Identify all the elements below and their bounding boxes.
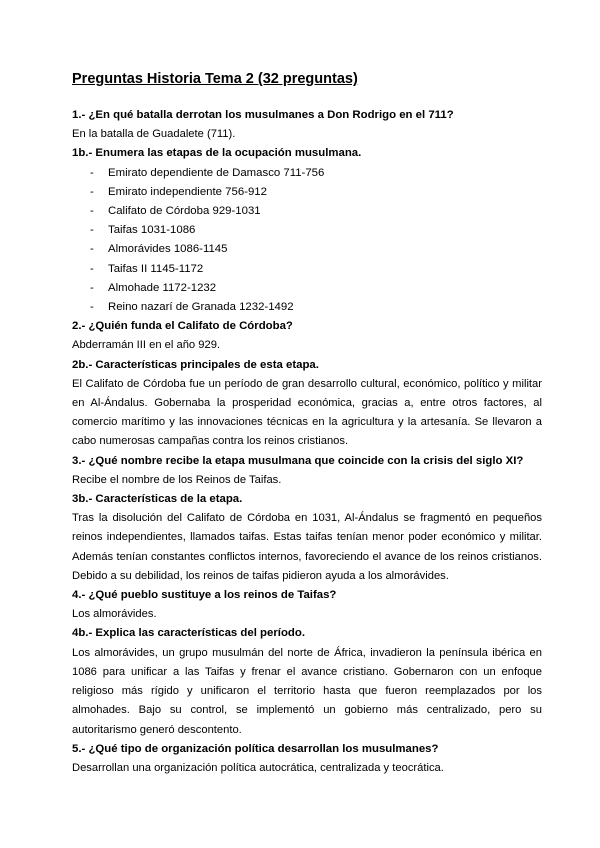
question-3b: 3b.- Características de la etapa. bbox=[72, 493, 243, 506]
dash-bullet: - bbox=[90, 224, 94, 237]
list-item-text: Almohade 1172-1232 bbox=[108, 281, 217, 294]
question-5: 5.- ¿Qué tipo de organización política desarrollan los musulmanes? bbox=[72, 742, 439, 755]
dash-bullet: - bbox=[90, 281, 94, 294]
document-body bbox=[72, 106, 542, 778]
question-2: 2.- ¿Quién funda el Califato de Córdoba? bbox=[72, 320, 293, 333]
list-item bbox=[72, 298, 542, 317]
question-2b: 2b.- Características principales de esta etapa. bbox=[72, 358, 319, 371]
list-item bbox=[72, 260, 542, 279]
answer-4b: Los almorávides, un grupo musulmán del norte de África, invadieron la península ibérica en 1086 para unificar a las Taifas y frenar el avance cristiano. Gobernaron con un enfoque religioso más rígido y unificaron el territorio hasta que fueron reemplazados por los almohades. Bajo su control, se implementó un gobierno más centralizado, pero su autoritarismo generó descontento. bbox=[72, 646, 542, 736]
dash-bullet: - bbox=[90, 301, 94, 314]
answer-3: Recibe el nombre de los Reinos de Taifas. bbox=[72, 473, 282, 486]
list-item-text: Califato de Córdoba 929-1031 bbox=[108, 205, 261, 218]
list-item bbox=[72, 164, 542, 183]
list-item bbox=[72, 221, 542, 240]
list-item-text: Taifas 1031-1086 bbox=[108, 224, 196, 237]
answer-5: Desarrollan una organización política autocrática, centralizada y teocrática. bbox=[72, 761, 444, 774]
answer-3b: Tras la disolución del Califato de Córdoba en 1031, Al-Ándalus se fragmentó en pequeños reinos independientes, llamados taifas. Estas taifas tenían menor poder económico y militar. Además tenían constantes conflictos internos, favoreciendo el avance de los reinos cristianos. Debido a su debilidad, los reinos de taifas pidieron ayuda a los almorávides. bbox=[72, 512, 542, 582]
list-item bbox=[72, 279, 542, 298]
question-1: 1.- ¿En qué batalla derrotan los musulmanes a Don Rodrigo en el 711? bbox=[72, 109, 454, 121]
document-title: Preguntas Historia Tema 2 (32 preguntas) bbox=[72, 71, 358, 87]
list-item bbox=[72, 202, 542, 221]
question-3: 3.- ¿Qué nombre recibe la etapa musulmana que coincide con la crisis del siglo XI? bbox=[72, 454, 524, 467]
answer-4: Los almorávides. bbox=[72, 608, 157, 621]
dash-bullet: - bbox=[90, 166, 94, 179]
question-1b: 1b.- Enumera las etapas de la ocupación musulmana. bbox=[72, 147, 362, 160]
list-item-text: Reino nazarí de Granada 1232-1492 bbox=[108, 301, 294, 314]
dash-bullet: - bbox=[90, 185, 94, 198]
dash-bullet: - bbox=[90, 243, 94, 256]
list-item-text: Emirato dependiente de Damasco 711-756 bbox=[108, 166, 325, 179]
list-item bbox=[72, 240, 542, 259]
answer-2b: El Califato de Córdoba fue un período de gran desarrollo cultural, económico, político y militar en Al-Ándalus. Gobernaba la prosperidad económica, gracias a, entre otros factores, al comercio marítimo y las innovaciones técnicas en la agricultura y la artesanía. Se llevaron a cabo numerosas campañas contra los reinos cristianos. bbox=[72, 377, 542, 448]
question-4b: 4b.- Explica las características del período. bbox=[72, 627, 305, 640]
list-item-text: Taifas II 1145-1172 bbox=[108, 262, 204, 275]
question-4: 4.- ¿Qué pueblo sustituye a los reinos de Taifas? bbox=[72, 589, 337, 602]
list-item-text: Almorávides 1086-1145 bbox=[108, 243, 228, 256]
answer-2: Abderramán III en el año 929. bbox=[72, 339, 221, 352]
list-item bbox=[72, 183, 542, 202]
dash-bullet: - bbox=[90, 262, 94, 275]
list-item-text: Emirato independiente 756-912 bbox=[108, 185, 267, 198]
dash-bullet: - bbox=[90, 205, 94, 218]
answer-1: En la batalla de Guadalete (711). bbox=[72, 128, 236, 141]
stages-list bbox=[72, 164, 542, 318]
